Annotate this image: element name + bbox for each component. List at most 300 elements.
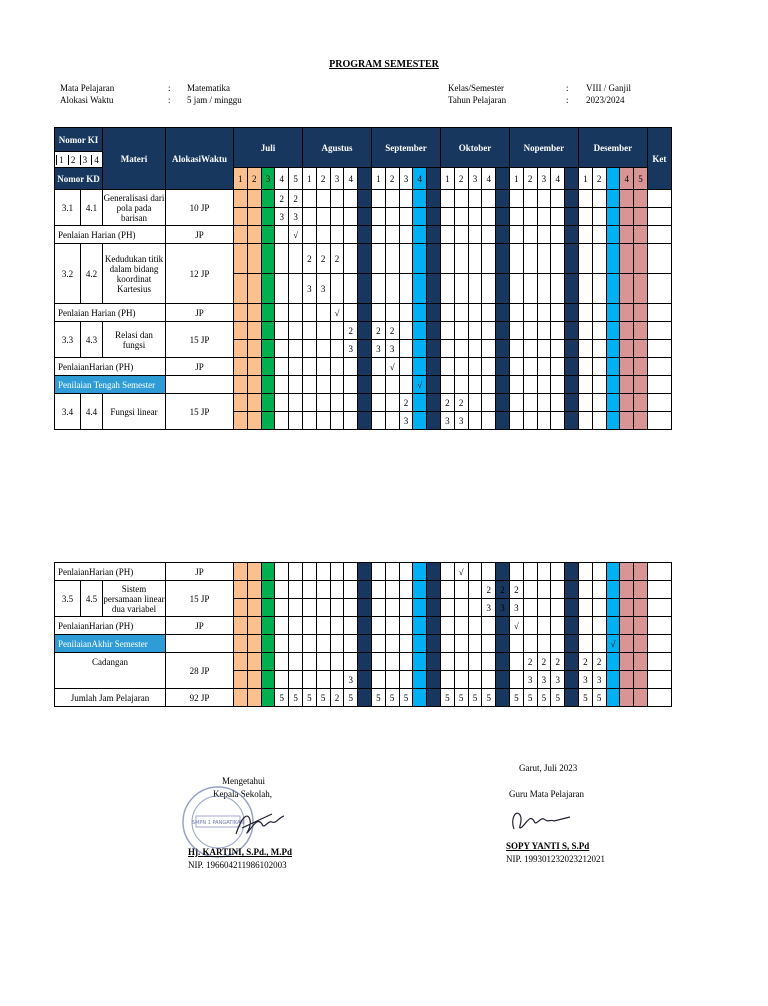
week-cell [537,358,551,376]
week-cell [427,226,441,244]
week-number: 3 [468,168,482,190]
week-cell [234,563,248,581]
week-cell [592,322,606,340]
week-cell [330,274,344,304]
week-cell [413,412,427,430]
week-cell [440,208,454,226]
week-cell [344,244,358,274]
week-number: 4 [275,168,289,190]
week-cell [399,563,413,581]
table-row [55,671,672,689]
week-cell [427,653,441,671]
week-cell [509,190,523,208]
week-cell [289,581,303,599]
ket-cell [647,274,671,304]
week-cell [565,226,579,244]
week-cell: 2 [399,394,413,412]
week-cell [496,394,510,412]
week-cell [302,340,316,358]
week-cell [261,304,275,322]
materi-cell: Generalisasi dari pola pada barisan [103,190,166,226]
week-cell [247,304,261,322]
week-cell [523,599,537,617]
week-cell [316,304,330,322]
week-cell [592,340,606,358]
week-cell [509,412,523,430]
week-cell [454,274,468,304]
week-cell [275,671,289,689]
week-cell [371,358,385,376]
week-cell [606,689,620,707]
week-cell [578,581,592,599]
week-cell [330,376,344,394]
week-cell [578,617,592,635]
week-cell [275,304,289,322]
week-cell [509,226,523,244]
week-cell [634,190,648,208]
alokasi-cell: JP [166,563,234,581]
week-cell [385,617,399,635]
week-cell [578,599,592,617]
week-cell [289,635,303,653]
week-cell [371,581,385,599]
pts-label: Penilaian Tengah Semester [55,376,166,394]
week-cell [289,376,303,394]
week-cell: 3 [302,274,316,304]
week-cell [289,304,303,322]
week-cell: √ [289,226,303,244]
week-cell [537,190,551,208]
week-cell [358,689,372,707]
week-cell [427,376,441,394]
week-cell [440,340,454,358]
week-cell [234,671,248,689]
week-cell [620,689,634,707]
week-cell [289,244,303,274]
week-cell [496,563,510,581]
week-cell [302,358,316,376]
cadangan-cell: Cadangan [55,653,166,671]
week-cell: 2 [316,244,330,274]
week-cell [454,653,468,671]
week-cell [620,244,634,274]
alokasi-cell: JP [166,617,234,635]
week-cell [330,635,344,653]
week-cell [454,358,468,376]
week-cell [385,274,399,304]
week-cell [261,653,275,671]
week-cell [399,358,413,376]
teacher-signature [506,805,572,837]
week-cell: 5 [289,689,303,707]
time-value: 5 jam / minggu [187,95,242,105]
week-cell [413,340,427,358]
week-cell [302,581,316,599]
table-row [55,635,672,653]
week-cell [413,244,427,274]
week-cell [509,563,523,581]
week-cell [234,581,248,599]
week-cell [289,412,303,430]
week-cell [537,304,551,322]
week-number: 5 [289,168,303,190]
week-cell [316,208,330,226]
week-cell: 2 [537,653,551,671]
week-cell [592,599,606,617]
week-cell [275,274,289,304]
week-cell: √ [606,635,620,653]
week-cell [358,304,372,322]
week-cell [247,226,261,244]
week-cell [454,671,468,689]
week-cell [440,190,454,208]
week-cell [344,274,358,304]
week-cell [482,274,496,304]
week-cell [399,671,413,689]
week-cell [261,226,275,244]
alokasi-cell: JP [166,358,234,376]
week-cell [330,599,344,617]
week-cell [468,304,482,322]
week-cell [592,226,606,244]
week-cell [427,304,441,322]
week-cell: 5 [302,689,316,707]
week-cell: 3 [454,412,468,430]
week-cell [358,671,372,689]
place-date: Garut, Juli 2023 [519,763,578,773]
week-cell [606,358,620,376]
week-cell [620,599,634,617]
week-cell [289,340,303,358]
week-number: 4 [551,168,565,190]
week-cell [234,226,248,244]
week-cell [358,190,372,208]
week-cell [606,340,620,358]
week-cell [344,635,358,653]
alokasi-cell [166,376,234,394]
ph-label: PenlaianHarian (PH) [55,617,166,635]
week-cell [358,653,372,671]
week-cell [234,358,248,376]
class-label: Kelas/Semester [448,83,504,93]
week-cell: 3 [482,599,496,617]
week-cell [344,563,358,581]
week-cell: 3 [289,208,303,226]
week-cell [247,635,261,653]
week-cell [261,617,275,635]
week-number: 1 [371,168,385,190]
week-cell [371,226,385,244]
week-cell: 3 [578,671,592,689]
ket-cell [647,653,671,671]
ket-cell [647,617,671,635]
week-cell: 5 [551,689,565,707]
week-number: 4 [620,168,634,190]
week-cell [358,599,372,617]
week-cell [523,394,537,412]
week-cell [606,226,620,244]
table-row [55,617,672,635]
week-cell [344,376,358,394]
week-cell [234,653,248,671]
week-cell [606,304,620,322]
week-cell: 5 [344,689,358,707]
week-cell [385,671,399,689]
week-cell [537,581,551,599]
week-number: 2 [454,168,468,190]
week-cell [482,376,496,394]
week-cell [316,653,330,671]
week-cell [606,599,620,617]
week-cell: 2 [482,581,496,599]
week-cell [344,190,358,208]
materi-cell: Sistem persamaan linear dua variabel [103,581,166,617]
week-cell [427,244,441,274]
week-cell [247,376,261,394]
week-cell [234,412,248,430]
table-row [55,226,672,244]
week-cell [427,689,441,707]
week-cell: 2 [592,653,606,671]
week-cell [358,340,372,358]
page-title: PROGRAM SEMESTER [329,59,439,70]
week-number: 1 [578,168,592,190]
week-cell [496,358,510,376]
week-cell [275,412,289,430]
week-cell [302,653,316,671]
week-cell [371,244,385,274]
week-cell [385,376,399,394]
week-cell [385,563,399,581]
week-cell [565,671,579,689]
week-cell: 5 [454,689,468,707]
week-cell [454,244,468,274]
week-cell [496,322,510,340]
week-number: 2 [247,168,261,190]
ph-label: Penlaian Harian (PH) [55,226,166,244]
kd-cell: 4.5 [81,581,103,617]
week-cell [606,244,620,274]
week-cell [247,653,261,671]
week-cell [247,412,261,430]
ki-cell: 3.4 [55,394,81,430]
week-cell [565,376,579,394]
week-cell [385,412,399,430]
materi-cell: Fungsi linear [103,394,166,430]
week-cell [247,617,261,635]
week-cell [592,304,606,322]
week-cell [592,412,606,430]
week-cell [385,304,399,322]
week-cell [496,190,510,208]
week-cell [523,412,537,430]
week-cell [454,304,468,322]
nomor-kd-header: Nomor KD [55,168,103,190]
week-cell [634,599,648,617]
week-cell [578,226,592,244]
time-sep: : [168,95,171,105]
week-cell [440,599,454,617]
week-cell [275,340,289,358]
subject-sep: : [168,83,171,93]
week-cell: 2 [523,653,537,671]
week-cell [606,190,620,208]
principal-role: Kepala Sekolah, [213,789,272,799]
week-cell [247,599,261,617]
week-cell [509,274,523,304]
week-cell: √ [509,617,523,635]
week-cell [247,322,261,340]
week-cell [316,358,330,376]
week-cell [634,304,648,322]
week-cell [275,226,289,244]
month-header: Nopember [509,128,578,168]
week-cell [289,358,303,376]
week-cell [358,412,372,430]
week-number: 1 [302,168,316,190]
week-cell [371,617,385,635]
ph-label: PenlaianHarian (PH) [55,563,166,581]
week-cell [578,274,592,304]
cadangan-cell-empty [55,671,166,689]
week-cell [289,617,303,635]
week-cell [247,358,261,376]
week-cell [578,563,592,581]
ket-cell [647,376,671,394]
week-cell [261,412,275,430]
week-cell [385,394,399,412]
ki-cell: 3.3 [55,322,81,358]
week-cell [399,635,413,653]
week-cell: 2 [551,653,565,671]
week-cell [344,394,358,412]
week-cell: 2 [289,190,303,208]
table-row [55,394,672,412]
week-cell [234,617,248,635]
week-cell [440,563,454,581]
time-label: Alokasi Waktu [60,95,114,105]
alokasi-header: AlokasiWaktu [166,128,234,190]
week-cell [316,635,330,653]
week-cell: 2 [454,394,468,412]
week-cell: 3 [344,340,358,358]
week-cell [482,208,496,226]
month-header: Desember [578,128,647,168]
ket-cell [647,412,671,430]
week-cell [316,617,330,635]
month-header: Agustus [302,128,371,168]
week-cell [358,617,372,635]
week-cell [261,274,275,304]
week-cell [385,635,399,653]
week-cell [592,581,606,599]
ki-number: 2 [68,155,78,165]
table-row [55,190,672,208]
week-cell [468,581,482,599]
week-number: 2 [523,168,537,190]
week-cell [634,226,648,244]
week-cell [234,599,248,617]
year-sep: : [566,95,569,105]
week-cell [578,322,592,340]
week-cell [592,190,606,208]
week-cell [551,244,565,274]
week-cell [578,635,592,653]
week-cell [482,635,496,653]
week-cell [592,244,606,274]
week-cell: 3 [509,599,523,617]
week-number [496,168,510,190]
week-cell [275,563,289,581]
week-cell: 3 [523,671,537,689]
ket-cell [647,226,671,244]
week-cell [234,340,248,358]
ket-cell [647,322,671,340]
week-cell [302,394,316,412]
week-cell [551,581,565,599]
week-cell [427,274,441,304]
week-cell [330,226,344,244]
week-cell [592,208,606,226]
ket-cell [647,208,671,226]
week-cell: 3 [344,671,358,689]
week-cell [592,358,606,376]
week-cell [606,322,620,340]
week-cell [620,304,634,322]
week-cell [565,689,579,707]
month-header: September [371,128,440,168]
week-cell [289,653,303,671]
week-cell [371,274,385,304]
week-cell: √ [385,358,399,376]
week-cell [234,190,248,208]
ket-cell [647,190,671,208]
week-cell [468,274,482,304]
alokasi-cell: 92 JP [166,689,234,707]
week-cell [620,581,634,599]
week-cell [620,208,634,226]
week-cell [634,322,648,340]
week-cell: 2 [440,394,454,412]
week-cell [399,322,413,340]
week-cell [440,274,454,304]
week-cell [247,340,261,358]
week-number: 4 [344,168,358,190]
week-cell [578,394,592,412]
week-cell [344,358,358,376]
week-cell [371,304,385,322]
ki-numbers [55,152,103,168]
week-number: 4 [482,168,496,190]
week-cell: 2 [344,322,358,340]
week-cell [413,689,427,707]
week-cell [399,617,413,635]
week-cell [275,635,289,653]
week-cell [496,671,510,689]
week-cell [344,581,358,599]
week-cell [399,653,413,671]
week-cell: 3 [385,340,399,358]
week-cell [551,563,565,581]
week-cell [399,190,413,208]
week-cell [330,563,344,581]
week-cell [234,322,248,340]
week-cell [247,190,261,208]
ket-cell [647,689,671,707]
week-cell [620,563,634,581]
week-cell [234,304,248,322]
week-cell [427,635,441,653]
